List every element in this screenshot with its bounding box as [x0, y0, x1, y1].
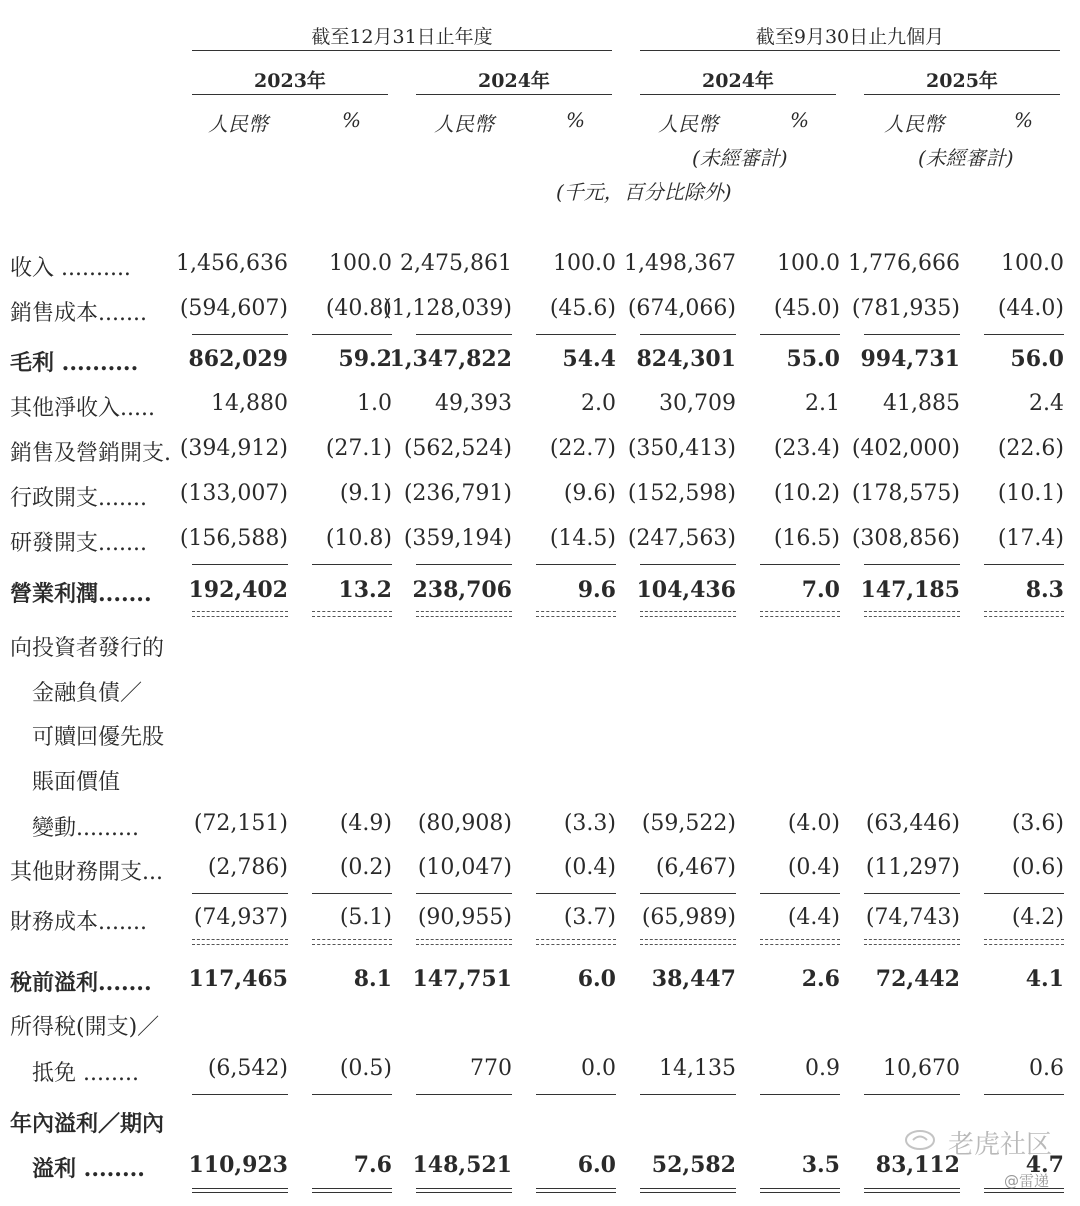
group-title-fiscal-year: 截至12月31日止年度 [311, 26, 493, 48]
table-cell: 10,670 [883, 1056, 960, 1081]
table-cell: 2.1 [805, 391, 840, 416]
table-cell: 0.6 [1029, 1056, 1064, 1081]
total-double-rule [312, 1188, 392, 1193]
table-cell: (45.0) [773, 296, 840, 321]
table-cell: 49,393 [435, 391, 512, 416]
subtotal-rule [984, 893, 1064, 894]
unit-rmb-1: 人民幣 [208, 112, 268, 136]
table-cell: (359,194) [403, 526, 512, 551]
table-cell: 2.6 [801, 966, 840, 992]
table-cell: (74,743) [865, 905, 960, 930]
subtotal-dashed-rule [416, 939, 512, 945]
table-cell: (0.5) [339, 1056, 392, 1081]
table-cell: (10.8) [325, 526, 392, 551]
table-cell: (17.4) [997, 526, 1064, 551]
table-cell: (3.3) [563, 811, 616, 836]
unaudited-note-3: (未經審計) [692, 146, 788, 170]
table-cell: (10.2) [773, 481, 840, 506]
subtotal-dashed-rule [192, 939, 288, 945]
table-cell: (0.2) [339, 855, 392, 880]
unit-pct-2: % [566, 108, 586, 132]
subtotal-dashed-rule [760, 611, 840, 617]
table-cell: (23.4) [773, 436, 840, 461]
subtotal-rule [640, 564, 736, 565]
subtotal-rule [416, 893, 512, 894]
row-label: 稅前溢利....... [10, 970, 152, 996]
year-header-3: 2024年 [702, 70, 774, 92]
table-cell: 2.4 [1029, 391, 1064, 416]
table-cell: 824,301 [636, 346, 736, 372]
table-cell: 0.9 [805, 1056, 840, 1081]
group-title-nine-months: 截至9月30日止九個月 [755, 26, 945, 48]
table-cell: (10.1) [997, 481, 1064, 506]
table-cell: (247,563) [627, 526, 736, 551]
table-cell: (22.6) [997, 436, 1064, 461]
year-header-2: 2024年 [478, 70, 550, 92]
table-cell: (6,467) [655, 855, 736, 880]
subtotal-rule [536, 334, 616, 335]
subtotal-rule [312, 334, 392, 335]
row-label: 賬面價值 [32, 770, 121, 795]
table-cell: (14.5) [549, 526, 616, 551]
table-cell: (45.6) [549, 296, 616, 321]
year-rule-4 [864, 94, 1060, 95]
table-cell: (4.2) [1011, 905, 1064, 930]
table-cell: 30,709 [659, 391, 736, 416]
subtotal-dashed-rule [864, 611, 960, 617]
table-cell: 862,029 [188, 346, 288, 372]
subtotal-rule [640, 1094, 736, 1095]
table-cell: (22.7) [549, 436, 616, 461]
subtotal-dashed-rule [640, 611, 736, 617]
table-cell: (4.4) [787, 905, 840, 930]
table-cell: 2.0 [581, 391, 616, 416]
subtotal-dashed-rule [536, 611, 616, 617]
row-label: 其他淨收入..... [10, 396, 155, 421]
table-cell: 1,347,822 [389, 346, 512, 372]
row-label: 行政開支....... [10, 486, 147, 511]
row-label: 財務成本....... [10, 910, 147, 935]
row-label: 抵免 ........ [32, 1061, 139, 1086]
subtotal-rule [536, 564, 616, 565]
subtotal-rule [760, 564, 840, 565]
row-label: 年內溢利／期內 [10, 1111, 165, 1137]
subtotal-dashed-rule [416, 611, 512, 617]
table-cell: (10,047) [417, 855, 512, 880]
subtotal-dashed-rule [312, 939, 392, 945]
table-cell: 994,731 [860, 346, 960, 372]
table-cell: 8.1 [353, 966, 392, 992]
table-cell: (402,000) [851, 436, 960, 461]
table-cell: 8.3 [1025, 577, 1064, 603]
subtotal-dashed-rule [312, 611, 392, 617]
table-cell: (90,955) [417, 905, 512, 930]
table-cell: (3.6) [1011, 811, 1064, 836]
subtotal-dashed-rule [864, 939, 960, 945]
subtotal-rule [760, 334, 840, 335]
table-cell: 117,465 [188, 966, 288, 992]
total-double-rule [192, 1188, 288, 1193]
unit-note: (千元，百分比除外) [556, 180, 732, 204]
watermark-logo-icon [904, 1128, 936, 1152]
row-label: 向投資者發行的 [10, 636, 165, 661]
table-cell: 100.0 [777, 251, 840, 276]
table-cell: 1,456,636 [176, 251, 288, 276]
subtotal-rule [312, 893, 392, 894]
subtotal-dashed-rule [536, 939, 616, 945]
table-cell: 72,442 [875, 966, 960, 992]
subtotal-rule [984, 564, 1064, 565]
table-cell: 6.0 [577, 966, 616, 992]
subtotal-rule [416, 564, 512, 565]
table-cell: (11,297) [865, 855, 960, 880]
table-cell: 38,447 [651, 966, 736, 992]
subtotal-dashed-rule [984, 611, 1064, 617]
unit-rmb-3: 人民幣 [658, 112, 718, 136]
table-cell: (59,522) [641, 811, 736, 836]
table-cell: 238,706 [412, 577, 512, 603]
table-cell: (152,598) [627, 481, 736, 506]
table-cell: (156,588) [179, 526, 288, 551]
table-cell: (178,575) [851, 481, 960, 506]
table-cell: 110,923 [188, 1152, 288, 1178]
row-label: 毛利 .......... [10, 350, 139, 376]
subtotal-rule [760, 893, 840, 894]
year-rule-1 [192, 94, 388, 95]
watermark-user: @雷递 [1004, 1172, 1050, 1190]
row-label: 溢利 ........ [32, 1156, 145, 1182]
subtotal-rule [864, 893, 960, 894]
subtotal-rule [984, 1094, 1064, 1095]
table-cell: (5.1) [339, 905, 392, 930]
total-double-rule [864, 1188, 960, 1193]
table-cell: (133,007) [179, 481, 288, 506]
year-rule-2 [416, 94, 612, 95]
table-cell: (6,542) [207, 1056, 288, 1081]
subtotal-rule [312, 564, 392, 565]
year-header-1: 2023年 [254, 70, 326, 92]
table-cell: (0.4) [787, 855, 840, 880]
table-cell: (40.8) [325, 296, 392, 321]
row-label: 其他財務開支... [10, 860, 163, 885]
table-cell: 13.2 [338, 577, 392, 603]
row-label: 所得稅(開支)／ [10, 1015, 160, 1040]
table-cell: 41,885 [883, 391, 960, 416]
table-cell: 9.6 [577, 577, 616, 603]
row-label: 銷售成本....... [10, 301, 147, 326]
table-cell: 0.0 [581, 1056, 616, 1081]
table-cell: (4.9) [339, 811, 392, 836]
table-cell: 147,185 [860, 577, 960, 603]
table-cell: (674,066) [627, 296, 736, 321]
table-cell: 7.0 [801, 577, 840, 603]
row-label: 金融負債／ [32, 681, 143, 706]
table-cell: 54.4 [562, 346, 616, 372]
table-cell: (44.0) [997, 296, 1064, 321]
subtotal-rule [536, 1094, 616, 1095]
table-cell: 7.6 [353, 1152, 392, 1178]
table-cell: 59.2 [338, 346, 392, 372]
subtotal-rule [864, 1094, 960, 1095]
year-rule-3 [640, 94, 836, 95]
table-cell: 52,582 [651, 1152, 736, 1178]
total-double-rule [416, 1188, 512, 1193]
table-cell: 100.0 [1001, 251, 1064, 276]
table-cell: (562,524) [403, 436, 512, 461]
table-cell: (65,989) [641, 905, 736, 930]
subtotal-rule [192, 1094, 288, 1095]
table-cell: 1.0 [357, 391, 392, 416]
subtotal-rule [640, 893, 736, 894]
unit-rmb-4: 人民幣 [884, 112, 944, 136]
subtotal-rule [760, 1094, 840, 1095]
subtotal-rule [536, 893, 616, 894]
table-cell: (27.1) [325, 436, 392, 461]
table-cell: 1,498,367 [624, 251, 736, 276]
unit-pct-1: % [342, 108, 362, 132]
table-cell: (2,786) [207, 855, 288, 880]
table-cell: (394,912) [179, 436, 288, 461]
table-cell: (3.7) [563, 905, 616, 930]
table-cell: (9.6) [563, 481, 616, 506]
subtotal-rule [192, 334, 288, 335]
table-cell: 56.0 [1010, 346, 1064, 372]
subtotal-rule [192, 564, 288, 565]
table-cell: 14,880 [211, 391, 288, 416]
table-cell: 147,751 [412, 966, 512, 992]
table-cell: (308,856) [851, 526, 960, 551]
table-cell: 192,402 [188, 577, 288, 603]
table-cell: (9.1) [339, 481, 392, 506]
subtotal-rule [984, 334, 1064, 335]
row-label: 銷售及營銷開支. [10, 441, 171, 466]
table-cell: (80,908) [417, 811, 512, 836]
unit-pct-4: % [1014, 108, 1034, 132]
table-cell: (236,791) [403, 481, 512, 506]
table-cell: (594,607) [179, 296, 288, 321]
table-cell: 104,436 [636, 577, 736, 603]
unit-rmb-2: 人民幣 [434, 112, 494, 136]
subtotal-rule [864, 564, 960, 565]
table-cell: 100.0 [553, 251, 616, 276]
table-cell: (63,446) [865, 811, 960, 836]
table-cell: (74,937) [193, 905, 288, 930]
table-cell: (0.4) [563, 855, 616, 880]
subtotal-rule [864, 334, 960, 335]
group-rule-fiscal-year [192, 50, 612, 51]
table-cell: 148,521 [412, 1152, 512, 1178]
subtotal-rule [416, 334, 512, 335]
table-cell: 3.5 [801, 1152, 840, 1178]
table-cell: 2,475,861 [400, 251, 512, 276]
table-cell: 55.0 [786, 346, 840, 372]
table-cell: (4.0) [787, 811, 840, 836]
total-double-rule [536, 1188, 616, 1193]
table-cell: 6.0 [577, 1152, 616, 1178]
row-label: 可贖回優先股 [32, 725, 165, 750]
table-cell: (781,935) [851, 296, 960, 321]
table-cell: 770 [470, 1056, 512, 1081]
subtotal-rule [312, 1094, 392, 1095]
subtotal-dashed-rule [760, 939, 840, 945]
unit-pct-3: % [790, 108, 810, 132]
unaudited-note-4: (未經審計) [918, 146, 1014, 170]
table-cell: 1,776,666 [848, 251, 960, 276]
subtotal-dashed-rule [984, 939, 1064, 945]
subtotal-rule [192, 893, 288, 894]
table-cell: 100.0 [329, 251, 392, 276]
row-label: 收入 .......... [10, 256, 131, 281]
subtotal-dashed-rule [192, 611, 288, 617]
table-cell: 83,112 [875, 1152, 960, 1178]
table-cell: (16.5) [773, 526, 840, 551]
table-cell: 4.7 [1025, 1152, 1064, 1178]
row-label: 變動......... [32, 816, 139, 841]
total-double-rule [760, 1188, 840, 1193]
table-cell: (0.6) [1011, 855, 1064, 880]
row-label: 營業利潤....... [10, 581, 152, 607]
subtotal-rule [640, 334, 736, 335]
table-cell: (72,151) [193, 811, 288, 836]
table-cell: 4.1 [1025, 966, 1064, 992]
subtotal-rule [416, 1094, 512, 1095]
total-double-rule [640, 1188, 736, 1193]
group-rule-nine-months [640, 50, 1060, 51]
year-header-4: 2025年 [926, 70, 998, 92]
table-cell: 14,135 [659, 1056, 736, 1081]
subtotal-dashed-rule [640, 939, 736, 945]
table-cell: (350,413) [627, 436, 736, 461]
row-label: 研發開支....... [10, 531, 147, 556]
watermark-brand: 老虎社区 [948, 1130, 1053, 1160]
table-cell: (1,128,039) [382, 296, 512, 321]
